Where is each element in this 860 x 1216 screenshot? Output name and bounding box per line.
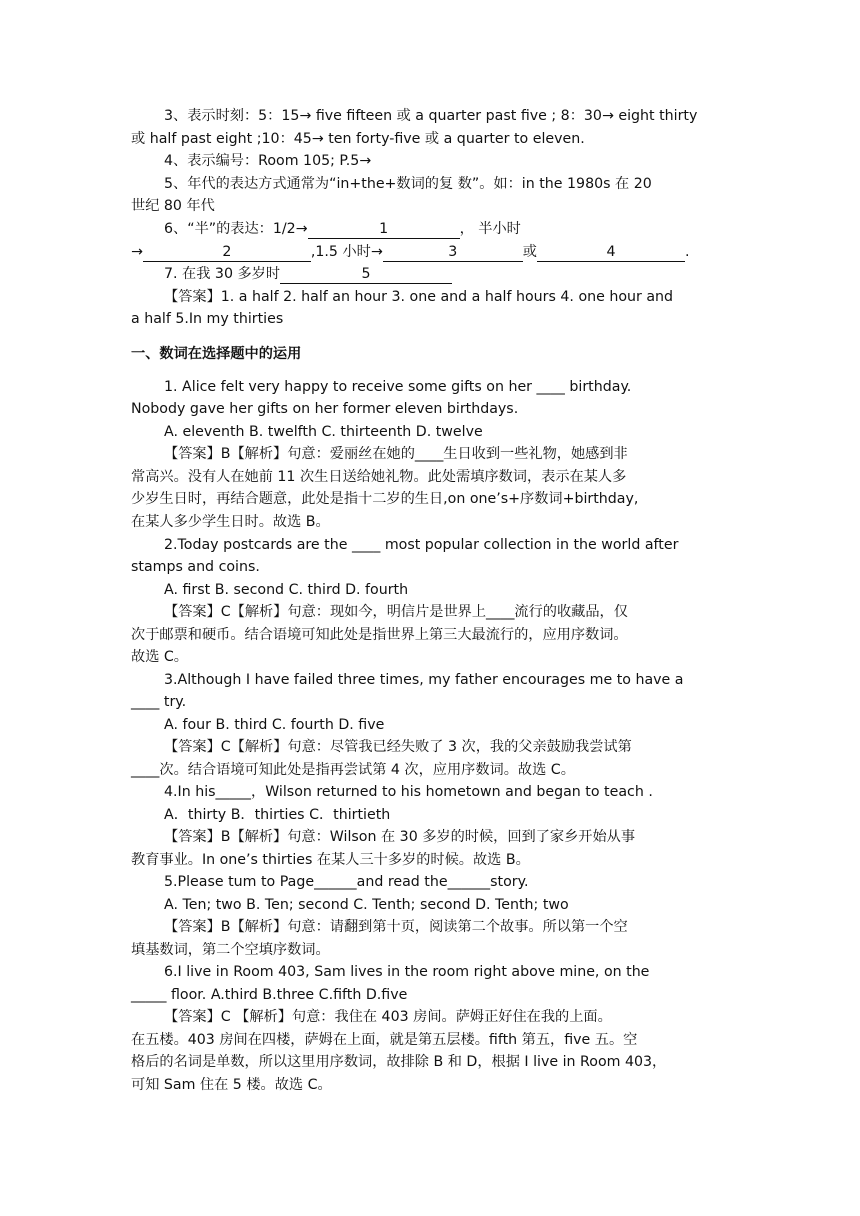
notes-answer-line-1: 【答案】1. a half 2. half an hour 3. one and a half hours 4. one hour and: [164, 289, 674, 305]
q6-answer-2: 在五楼。403 房间在四楼，萨姆在上面，就是第五层楼。fifth 第五，five 五。空: [131, 1032, 638, 1048]
arrow-text: →: [131, 244, 143, 260]
q2-answer-1: 【答案】C【解析】句意：现如今，明信片是世界上____流行的收藏品，仅: [164, 604, 628, 620]
q3-answer-2: ____次。结合语境可知此处是指再尝试第 4 次，应用序数词。故选 C。: [131, 762, 575, 778]
q2-line-2: stamps and coins.: [131, 559, 260, 575]
note-time-line-2: 或 half past eight ;10：45→ ten forty-five 或 a quarter to eleven.: [131, 131, 585, 147]
q2-options: A. first B. second C. third D. fourth: [164, 582, 409, 598]
q4-answer-2: 教育事业。In one’s thirties 在某人三十多岁的时候。故选 B。: [131, 852, 530, 868]
note-decade-line-2: 世纪 80 年代: [131, 198, 215, 214]
note-half-line-1: [164, 218, 731, 241]
note-half-hour: ， 半小时: [459, 221, 521, 237]
q1-answer-1: 【答案】B【解析】句意：爱丽丝在她的____生日收到一些礼物，她感到非: [164, 446, 628, 462]
q5-answer-2: 填基数词，第二个空填序数词。: [131, 942, 330, 958]
q4-line-1: 4.In his_____，Wilson returned to his hometown and began to teach .: [164, 784, 653, 800]
q1-answer-2: 常高兴。没有人在她前 11 次生日送给她礼物。此处需填序数词，表示在某人多: [131, 469, 627, 485]
note-number: 4、表示编号：Room 105; P.5→: [164, 153, 372, 169]
q6-line-1: 6.I live in Room 403, Sam lives in the room right above mine, on the: [164, 964, 650, 980]
q3-answer-1: 【答案】C【解析】句意：尽管我已经失败了 3 次，我的父亲鼓励我尝试第: [164, 739, 632, 755]
blank-1: 1: [308, 220, 460, 239]
q2-line-1: 2.Today postcards are the ____ most popular collection in the world after: [164, 537, 679, 553]
q3-line-1: 3.Although I have failed three times, my father encourages me to have a: [164, 672, 684, 688]
note-thirties-label: 7. 在我 30 多岁时: [164, 266, 281, 282]
blank-2: 2: [143, 243, 311, 262]
q1-line-1: 1. Alice felt very happy to receive some gifts on her ____ birthday.: [164, 379, 632, 395]
note-period: .: [684, 244, 690, 260]
q2-answer-2: 次于邮票和硬币。结合语境可知此处是指世界上第三大最流行的，应用序数词。: [131, 627, 628, 643]
note-or: 或: [522, 244, 537, 260]
q2-answer-3: 故选 C。: [131, 649, 188, 665]
q1-options: A. eleventh B. twelfth C. thirteenth D. twelve: [164, 424, 483, 440]
q6-answer-4: 可知 Sam 住在 5 楼。故选 C。: [131, 1077, 332, 1093]
note-one-half-hour: ,1.5 小时→: [310, 244, 383, 260]
blank-5: 5: [280, 265, 452, 284]
section-heading: 一、数词在选择题中的运用: [131, 346, 302, 362]
q3-line-2: ____ try.: [131, 694, 187, 710]
note-thirties: [164, 263, 731, 286]
note-half-line-2: [131, 241, 731, 264]
q3-options: A. four B. third C. fourth D. five: [164, 717, 385, 733]
note-time-line-1: 3、表示时刻：5：15→ five fifteen 或 a quarter past five ; 8：30→ eight thirty: [164, 108, 698, 124]
q6-answer-1: 【答案】C 【解析】句意：我住在 403 房间。萨姆正好住在我的上面。: [164, 1009, 612, 1025]
q5-answer-1: 【答案】B【解析】句意：请翻到第十页，阅读第二个故事。所以第一个空: [164, 919, 628, 935]
blank-3: 3: [383, 243, 523, 262]
notes-answer-line-2: a half 5.In my thirties: [131, 311, 284, 327]
q5-options: A. Ten; two B. Ten; second C. Tenth; second D. Tenth; two: [164, 897, 569, 913]
q4-options: A．thirty B．thirties C．thirtieth: [164, 807, 391, 823]
q1-line-2: Nobody gave her gifts on her former eleven birthdays.: [131, 401, 519, 417]
q6-answer-3: 格后的名词是单数，所以这里用序数词，故排除 B 和 D，根据 I live in Room 403，: [131, 1054, 667, 1070]
q5-line-1: 5.Please tum to Page______and read the______story.: [164, 874, 529, 890]
blank-4: 4: [537, 243, 685, 262]
q1-answer-3: 少岁生日时，再结合题意，此处是指十二岁的生日,on one’s+序数词+birthday,: [131, 491, 639, 507]
q1-answer-4: 在某人多少学生日时。故选 B。: [131, 514, 330, 530]
note-decade-line-1: 5、年代的表达方式通常为“in+the+数词的复 数”。如：in the 1980s 在 20: [164, 176, 652, 192]
note-half-label: 6、“半”的表达：1/2→: [164, 221, 308, 237]
q6-line-2: _____ floor. A.third B.three C.fifth D.five: [131, 987, 408, 1003]
q4-answer-1: 【答案】B【解析】句意：Wilson 在 30 多岁的时候，回到了家乡开始从事: [164, 829, 636, 845]
